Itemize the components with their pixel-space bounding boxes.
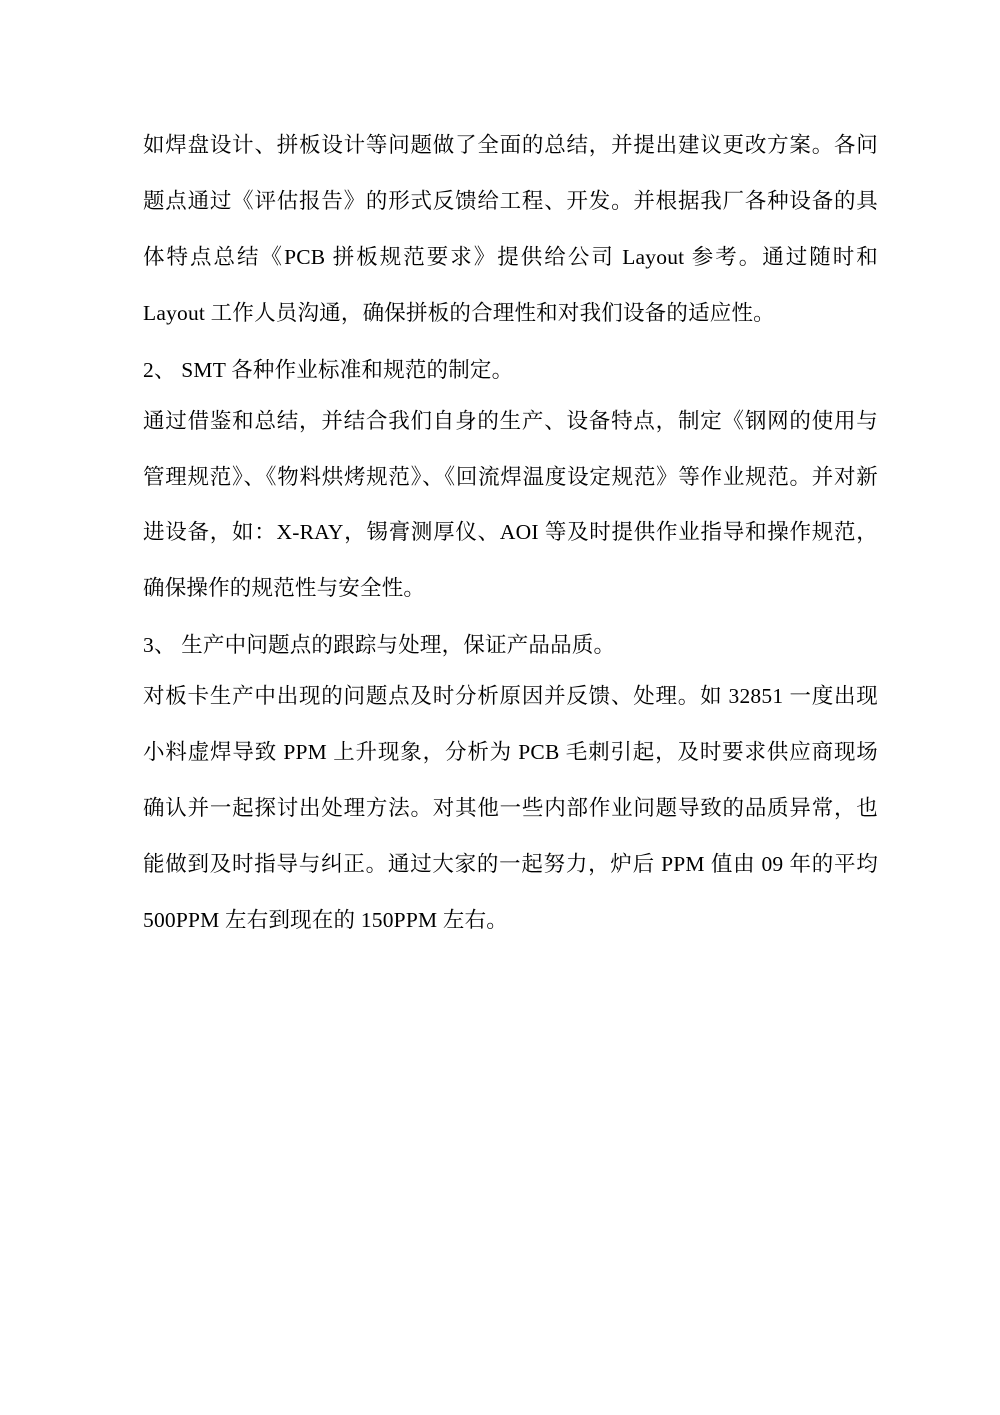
document-body (143, 118, 878, 949)
paragraph-1: 如焊盘设计、拼板设计等问题做了全面的总结，并提出建议更改方案。各问题点通过《评估报告》的形式反馈给工程、开发。并根据我厂各种设备的具体特点总结《PCB 拼板规范要求》提供给公司 Layout 参考。通过随时和 Layout 工作人员沟通，确保拼板的合理性和对我们设备的适应性。 (143, 133, 878, 325)
paragraph-4-list-item: 3、 生产中问题点的跟踪与处理，保证产品品质。 (143, 633, 616, 658)
paragraph-3: 通过借鉴和总结，并结合我们自身的生产、设备特点，制定《钢网的使用与管理规范》、《物料烘烤规范》、《回流焊温度设定规范》等作业规范。并对新进设备，如：X-RAY，锡膏测厚仪、AOI 等及时提供作业指导和操作规范，确保操作的规范性与安全性。 (143, 408, 878, 601)
paragraph-5: 对板卡生产中出现的问题点及时分析原因并反馈、处理。如 32851 一度出现小料虚焊导致 PPM 上升现象，分析为 PCB 毛刺引起，及时要求供应商现场确认并一起探讨出处理方法。对其他一些内部作业问题导致的品质异常，也能做到及时指导与纠正。通过大家的一起努力，炉后 PPM 值由 09 年的平均 500PPM 左右到现在的 150PPM 左右。 (143, 684, 878, 932)
paragraph-2-list-item: 2、 SMT 各种作业标准和规范的制定。 (143, 357, 514, 382)
